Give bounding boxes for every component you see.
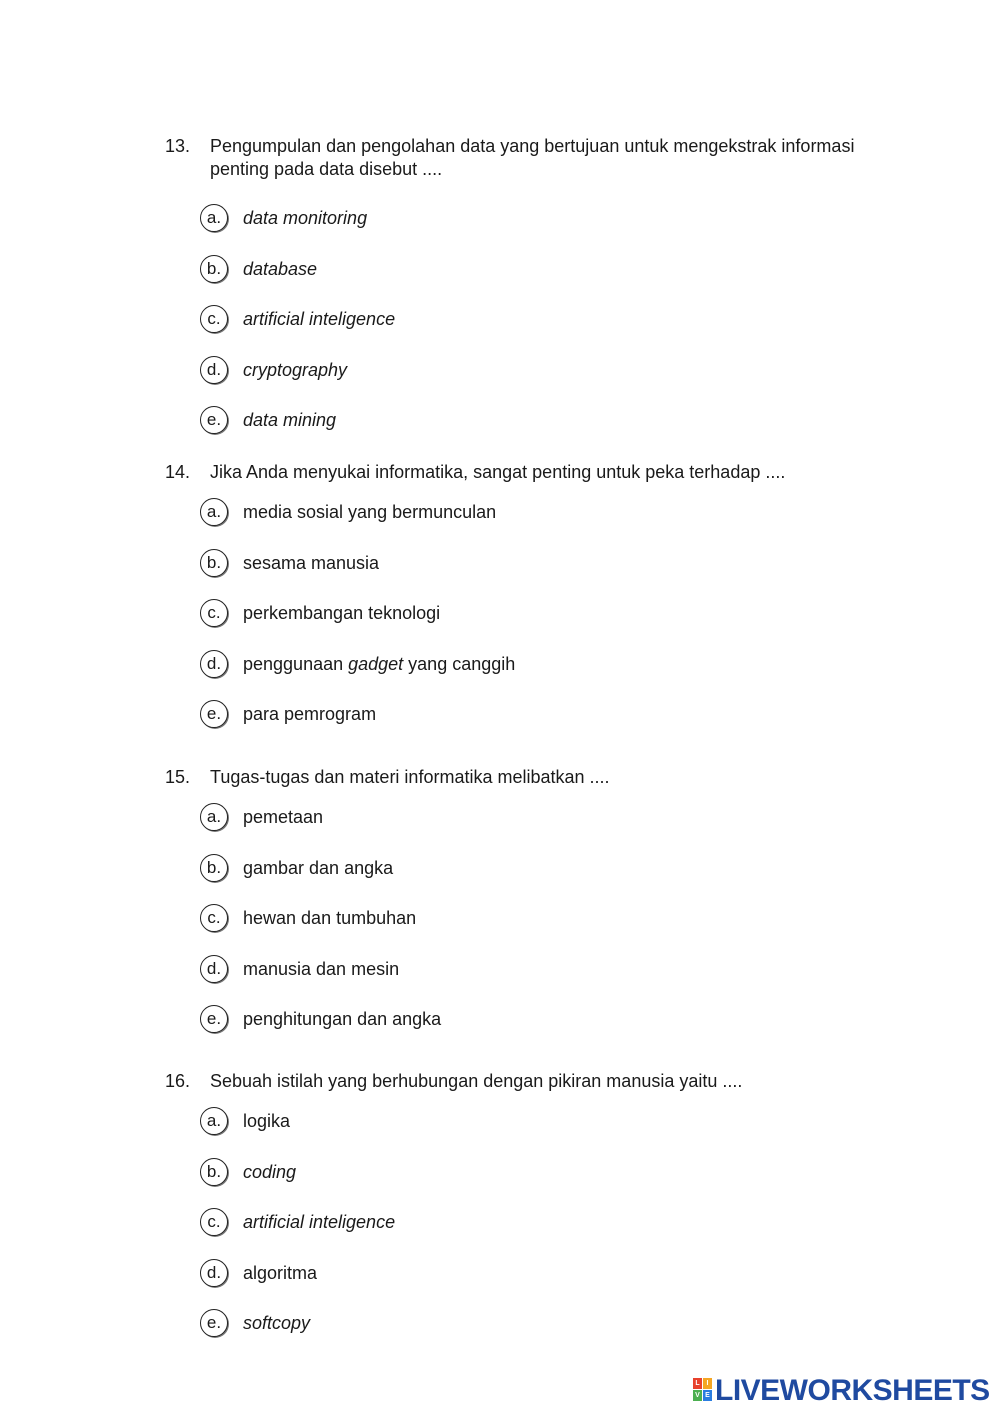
option-letter-bubble[interactable]: c. — [200, 305, 228, 333]
option-letter-bubble[interactable]: d. — [200, 1259, 228, 1287]
option-letter-bubble[interactable]: c. — [200, 904, 228, 932]
option-text — [243, 907, 416, 929]
option-letter-bubble[interactable]: e. — [200, 1309, 228, 1337]
answer-option-e[interactable] — [200, 700, 800, 730]
option-letter-bubble[interactable]: e. — [200, 700, 228, 728]
answer-option-d[interactable] — [200, 356, 800, 386]
option-text-part: sesama manusia — [243, 553, 380, 573]
question-number: 16. — [165, 1071, 191, 1091]
option-text — [243, 258, 317, 280]
option-letter-bubble[interactable]: a. — [200, 204, 228, 232]
answer-option-c[interactable] — [200, 904, 800, 934]
option-letter-bubble[interactable]: d. — [200, 955, 228, 983]
option-text-part: cryptography — [243, 360, 348, 380]
option-text — [243, 806, 323, 828]
liveworksheets-logo — [693, 1376, 993, 1406]
option-letter-bubble[interactable]: b. — [200, 549, 228, 577]
answer-option-e[interactable] — [200, 1005, 800, 1035]
option-text — [243, 703, 376, 725]
option-text — [243, 602, 440, 624]
option-text-part: media sosial yang bermunculan — [243, 502, 497, 522]
logo-block-l: L — [693, 1378, 702, 1389]
answer-option-d[interactable] — [200, 955, 800, 985]
option-text-part: penghitungan dan angka — [243, 1009, 442, 1029]
option-letter-bubble[interactable]: d. — [200, 356, 228, 384]
option-text-part: perkembangan teknologi — [243, 603, 441, 623]
answer-option-b[interactable] — [200, 1158, 800, 1188]
answer-option-c[interactable] — [200, 305, 800, 335]
option-letter-bubble[interactable]: a. — [200, 1107, 228, 1135]
option-letter-bubble[interactable]: e. — [200, 406, 228, 434]
option-letter-bubble[interactable]: b. — [200, 255, 228, 283]
option-letter-bubble[interactable]: b. — [200, 854, 228, 882]
option-text-part: database — [243, 259, 318, 279]
option-letter-bubble[interactable]: b. — [200, 1158, 228, 1186]
option-text — [243, 1110, 290, 1132]
option-text — [243, 359, 347, 381]
option-text — [243, 857, 393, 879]
answer-option-e[interactable] — [200, 406, 800, 436]
answer-option-e[interactable] — [200, 1309, 800, 1339]
option-text — [243, 552, 379, 574]
option-text — [243, 653, 515, 675]
option-text-part: data monitoring — [243, 208, 368, 228]
option-text — [243, 1312, 310, 1334]
answer-option-c[interactable] — [200, 599, 800, 629]
option-text — [243, 958, 399, 980]
answer-option-a[interactable] — [200, 803, 800, 833]
answer-option-a[interactable] — [200, 1107, 800, 1137]
option-text-part: artificial inteligence — [243, 309, 396, 329]
option-text — [243, 1008, 441, 1030]
option-text — [243, 1161, 296, 1183]
option-text — [243, 1262, 317, 1284]
answer-option-d[interactable] — [200, 1259, 800, 1289]
answer-option-a[interactable] — [200, 204, 800, 234]
option-text-part: algoritma — [243, 1263, 318, 1283]
option-letter-bubble[interactable]: a. — [200, 498, 228, 526]
option-text-part: hewan dan tumbuhan — [243, 908, 417, 928]
answer-option-b[interactable] — [200, 549, 800, 579]
option-text — [243, 409, 336, 431]
option-text — [243, 501, 496, 523]
question-number: 15. — [165, 767, 191, 787]
logo-block-v: V — [693, 1390, 702, 1401]
question-number: 14. — [165, 462, 191, 482]
option-letter-bubble[interactable]: d. — [200, 650, 228, 678]
option-text — [243, 207, 367, 229]
option-text-part: data mining — [243, 410, 337, 430]
option-text-part: manusia dan mesin — [243, 959, 400, 979]
option-text-part: penggunaan — [243, 654, 349, 674]
option-text-part: yang canggih — [403, 654, 516, 674]
option-text-part: gadget — [348, 654, 404, 674]
answer-option-c[interactable] — [200, 1208, 800, 1238]
option-letter-bubble[interactable]: e. — [200, 1005, 228, 1033]
question-text: Pengumpulan dan pengolahan data yang bertujuan untuk mengekstrak informasi penting pada data disebut .... — [210, 136, 855, 179]
logo-blocks-icon — [693, 1378, 713, 1402]
option-text-part: softcopy — [243, 1313, 311, 1333]
option-text — [243, 308, 395, 330]
option-letter-bubble[interactable]: c. — [200, 599, 228, 627]
answer-option-b[interactable] — [200, 854, 800, 884]
logo-block-e: E — [703, 1390, 712, 1401]
answer-option-a[interactable] — [200, 498, 800, 528]
option-letter-bubble[interactable]: a. — [200, 803, 228, 831]
option-text-part: pemetaan — [243, 807, 324, 827]
option-text-part: logika — [243, 1111, 291, 1131]
option-text-part: para pemrogram — [243, 704, 377, 724]
question-text: Jika Anda menyukai informatika, sangat penting untuk peka terhadap .... — [210, 462, 786, 482]
option-text-part: gambar dan angka — [243, 858, 394, 878]
option-text-part: coding — [243, 1162, 297, 1182]
option-text-part: artificial inteligence — [243, 1212, 396, 1232]
question-number: 13. — [165, 136, 191, 156]
option-text — [243, 1211, 395, 1233]
question-text: Sebuah istilah yang berhubungan dengan pikiran manusia yaitu .... — [210, 1071, 743, 1091]
option-letter-bubble[interactable]: c. — [200, 1208, 228, 1236]
logo-block-i: I — [703, 1378, 712, 1389]
question-text: Tugas-tugas dan materi informatika melibatkan .... — [210, 767, 610, 787]
logo-wordmark: LIVEWORKSHEETS — [715, 1374, 990, 1407]
answer-option-b[interactable] — [200, 255, 800, 285]
answer-option-d[interactable] — [200, 650, 800, 680]
